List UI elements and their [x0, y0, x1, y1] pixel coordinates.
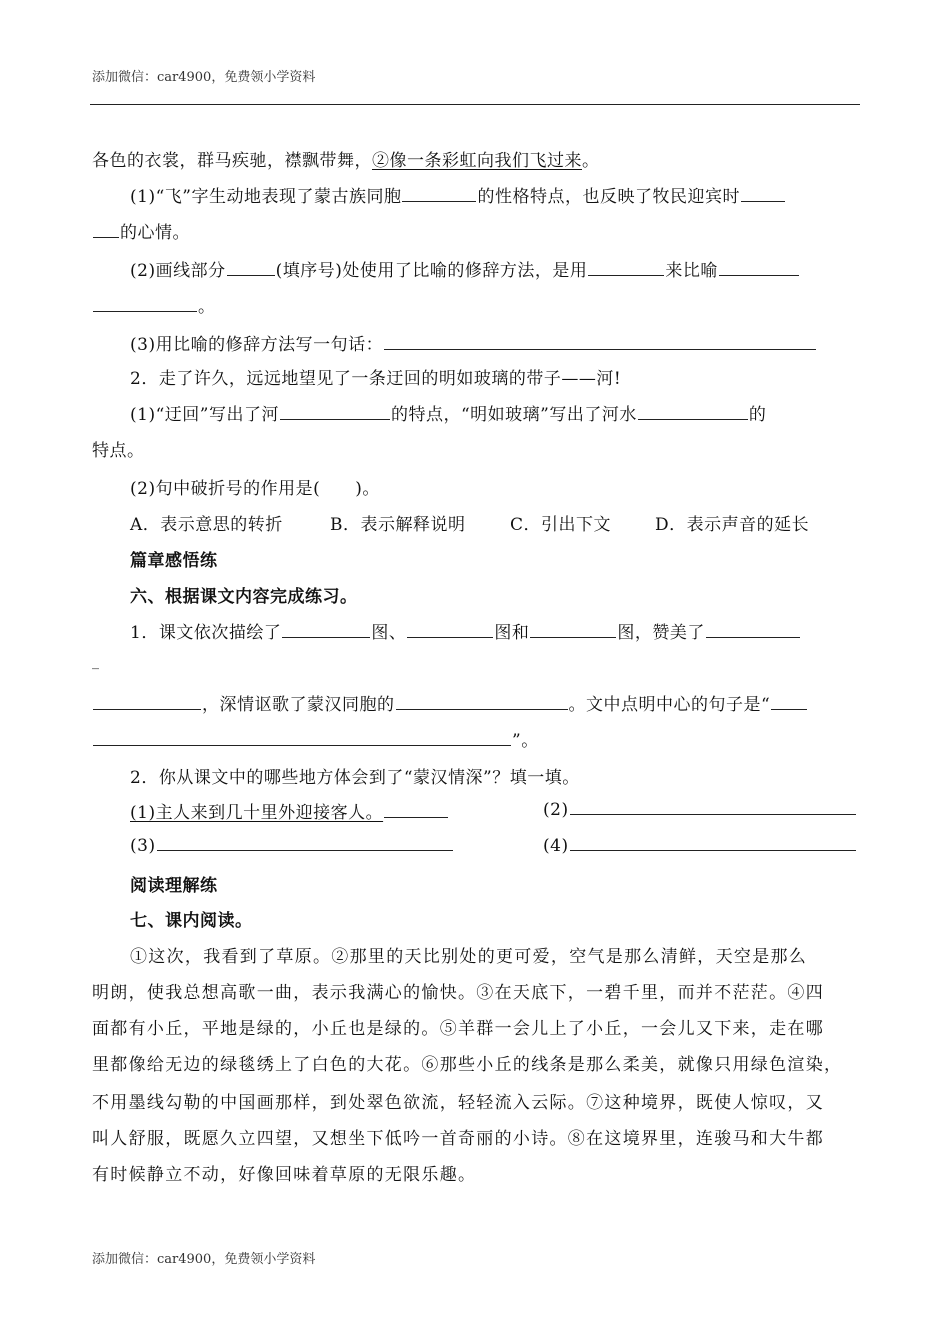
text: 的性格特点，也反映了牧民迎宾时 [477, 187, 740, 207]
question-3-line [130, 330, 817, 355]
reading-line-4: 里都像给无边的绿毯绣上了白色的大花。⑥那些小丘的线条是那么柔美，就像只用绿色渲染， [92, 1055, 843, 1075]
answer-blank[interactable] [741, 185, 785, 202]
section-title-seven: 七、课内阅读。 [130, 911, 253, 931]
text: (填序号)处使用了比喻的修辞方法，是用 [275, 261, 588, 281]
answer-blank[interactable] [588, 259, 664, 276]
answer-blank[interactable] [93, 221, 119, 238]
answer-blank[interactable] [530, 621, 616, 638]
text: 各色的衣裳，群马疾驰，襟飘带舞， [92, 151, 372, 171]
exercise-1-line-2 [92, 690, 808, 715]
answer-blank[interactable] [157, 834, 453, 851]
answer-blank[interactable] [706, 621, 800, 638]
text: 图和 [494, 623, 530, 643]
option-c[interactable]: C．引出下文 [510, 515, 612, 535]
page-header: 添加微信：car4900，免费领小学资料 [92, 70, 316, 85]
sentence-2: 2．走了许久，远远地望见了一条迂回的明如玻璃的带子——河! [130, 369, 622, 389]
section-title-chapter: 篇章感悟练 [130, 551, 218, 571]
answer-blank[interactable] [771, 693, 807, 710]
passage-line-1 [92, 146, 600, 171]
reading-line-3: 面都有小丘，平地是绿的，小丘也是绿的。⑤羊群一会儿上了小丘，一会儿又下来，走在哪 [92, 1019, 824, 1039]
exercise-1-line-3 [92, 726, 539, 751]
answer-blank[interactable] [719, 259, 799, 276]
answer-blank[interactable] [227, 259, 275, 276]
answer-blank[interactable] [402, 185, 476, 202]
answer-blank[interactable] [384, 333, 816, 350]
answer-blank[interactable] [280, 403, 390, 420]
text: 的特点，“明如玻璃”写出了河水 [390, 405, 637, 425]
text: (1)“迂回”写出了河 [130, 405, 279, 425]
text: 图，赞美了 [617, 623, 705, 643]
answer-blank[interactable] [638, 403, 748, 420]
text: 图、 [371, 623, 407, 643]
reading-line-6: 叫人舒服，既愿久立四望，又想坐下低吟一首奇丽的小诗。⑧在这境界里，连骏马和大牛都 [92, 1129, 824, 1149]
answer-blank[interactable] [93, 729, 511, 746]
answer-blank[interactable] [570, 834, 856, 851]
section-title-six: 六、根据课文内容完成练习。 [130, 587, 358, 607]
text: 的 [748, 405, 767, 425]
text: (3)用比喻的修辞方法写一句话： [130, 335, 384, 355]
answer-blank[interactable] [384, 801, 448, 818]
answer-blank[interactable] [407, 621, 493, 638]
section-title-reading: 阅读理解练 [130, 876, 218, 896]
answer-3 [130, 834, 454, 856]
underlined-sentence: ②像一条彩虹向我们飞过来 [372, 151, 582, 171]
sentence-2-question-1-line-2: 特点。 [92, 441, 145, 461]
answer-text: (1)主人来到几十里外迎接客人。 [130, 803, 384, 823]
text: 。 [198, 297, 216, 317]
answer-1 [130, 798, 449, 823]
exercise-2-line: 2．你从课文中的哪些地方体会到了“蒙汉情深”？填一填。 [130, 768, 580, 788]
answer-blank[interactable] [396, 693, 568, 710]
question-1-line [130, 182, 786, 207]
reading-line-5: 不用墨线勾勒的中国画那样，到处翠色欲流，轻轻流入云际。⑦这种境界，既使人惊叹，又 [92, 1093, 824, 1113]
question-2-line-2 [92, 292, 216, 317]
question-2-line [130, 256, 800, 281]
answer-blank[interactable] [93, 693, 201, 710]
option-d[interactable]: D．表示声音的延长 [655, 515, 810, 535]
text: (2) [543, 800, 569, 820]
option-a[interactable]: A．表示意思的转折 [130, 515, 283, 535]
text: ，深情讴歌了蒙汉同胞的 [202, 695, 395, 715]
text: (3) [130, 836, 156, 856]
page-footer: 添加微信：car4900，免费领小学资料 [92, 1252, 316, 1267]
text: 1．课文依次描绘了 [130, 623, 282, 643]
question-1-line-2 [92, 218, 190, 243]
text: 来比喻 [665, 261, 718, 281]
answer-blank[interactable] [282, 621, 370, 638]
text: (2)画线部分 [130, 261, 226, 281]
reading-line-2: 明朗，使我总想高歌一曲，表示我满心的愉快。③在天底下，一碧千里，而并不茫茫。④四 [92, 983, 824, 1003]
text: (4) [543, 836, 569, 856]
stray-underscore: _ [92, 654, 100, 670]
text: 。文中点明中心的句子是“ [568, 695, 771, 715]
reading-line-1: ①这次，我看到了草原。②那里的天比别处的更可爱，空气是那么清鲜，天空是那么 [130, 947, 808, 967]
sentence-2-question-1 [130, 400, 766, 425]
answer-blank[interactable] [93, 295, 197, 312]
text: ”。 [512, 731, 539, 751]
reading-line-7: 有时候静立不动，好像回味着草原的无限乐趣。 [92, 1165, 477, 1185]
sentence-2-question-2: (2)句中破折号的作用是( )。 [130, 479, 380, 499]
option-b[interactable]: B．表示解释说明 [330, 515, 466, 535]
text: (1)“飞”字生动地表现了蒙古族同胞 [130, 187, 402, 207]
exercise-1-line [130, 618, 801, 643]
answer-2 [543, 798, 857, 820]
answer-4 [543, 834, 857, 856]
text: 的心情。 [120, 223, 190, 243]
header-divider [90, 104, 860, 105]
text: 。 [582, 151, 600, 171]
answer-blank[interactable] [570, 798, 856, 815]
